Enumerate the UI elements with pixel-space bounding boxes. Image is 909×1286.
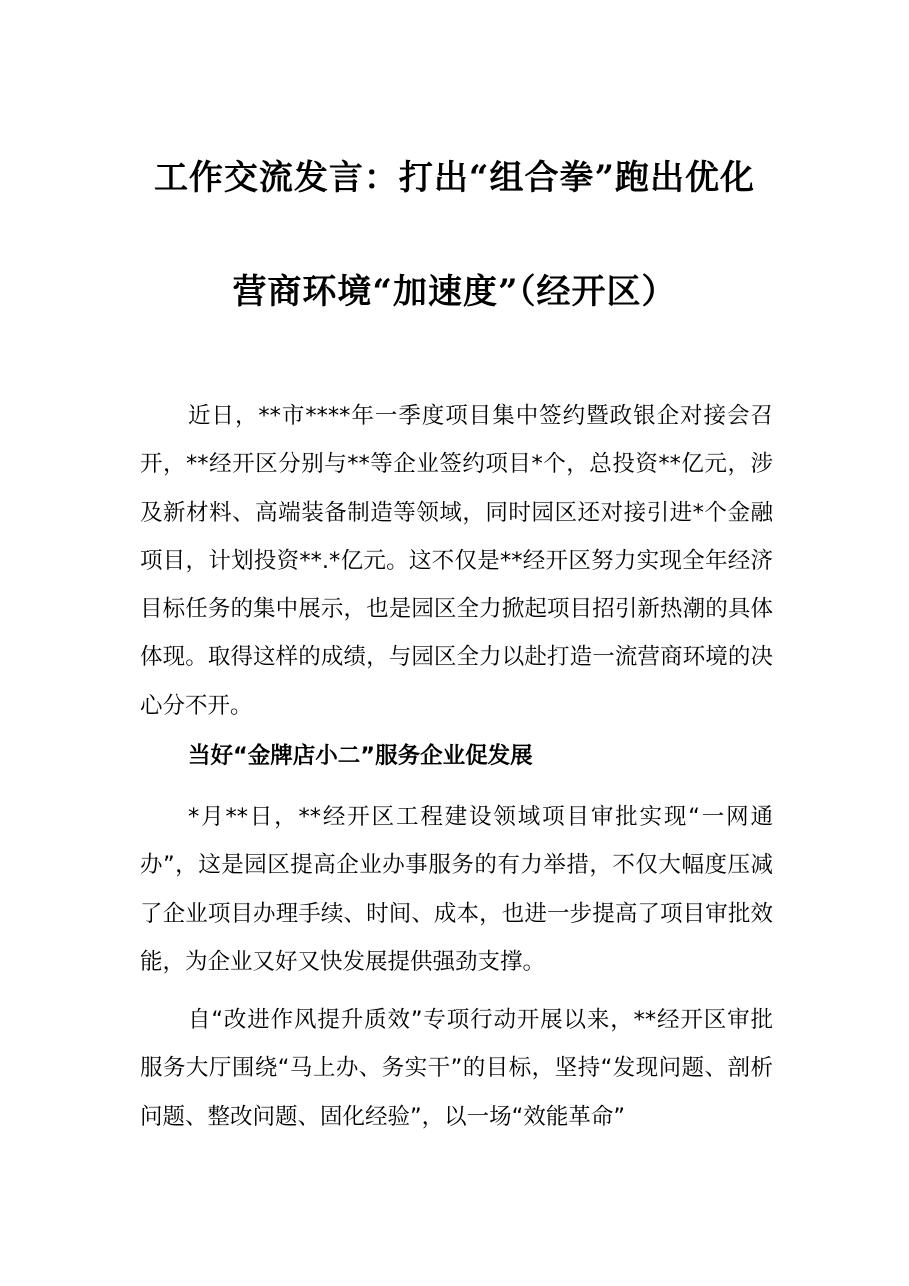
section-heading: 当好“金牌店小二”服务企业促发展 (188, 743, 533, 769)
paragraph-intro: 近日，**市****年一季度项目集中签约暨政银企对接会召开，**经开区分别与**等企业签约项目*个，总投资**亿元，涉及新材料、高端装备制造等领域，同时园区还对接引进*个金融项目，计划投资**.*亿元。这不仅是**经开区努力实现全年经济目标任务的集中展示，也是园区全力掀起项目招引新热潮的具体体现。取得这样的成绩，与园区全力以赴打造一流营商环境的决心分不开。 (140, 403, 773, 719)
document-title-line-2: 营商环境“加速度”（经开区） (232, 272, 677, 312)
document-title-line-1: 工作交流发言：打出“组合拳”跑出优化 (153, 158, 756, 198)
paragraph-special-action: 自“改进作风提升质效”专项行动开展以来，**经开区审批服务大厅围绕“马上办、务实干”的目标，坚持“发现问题、剖析问题、整改问题、固化经验”，以一场“效能革命” (140, 1007, 773, 1130)
paragraph-one-network: *月**日，**经开区工程建设领域项目审批实现“一网通办”，这是园区提高企业办事服务的有力举措，不仅大幅度压减了企业项目办理手续、时间、成本，也进一步提高了项目审批效能，为企业又好又快发展提供强劲支撑。 (140, 804, 773, 975)
